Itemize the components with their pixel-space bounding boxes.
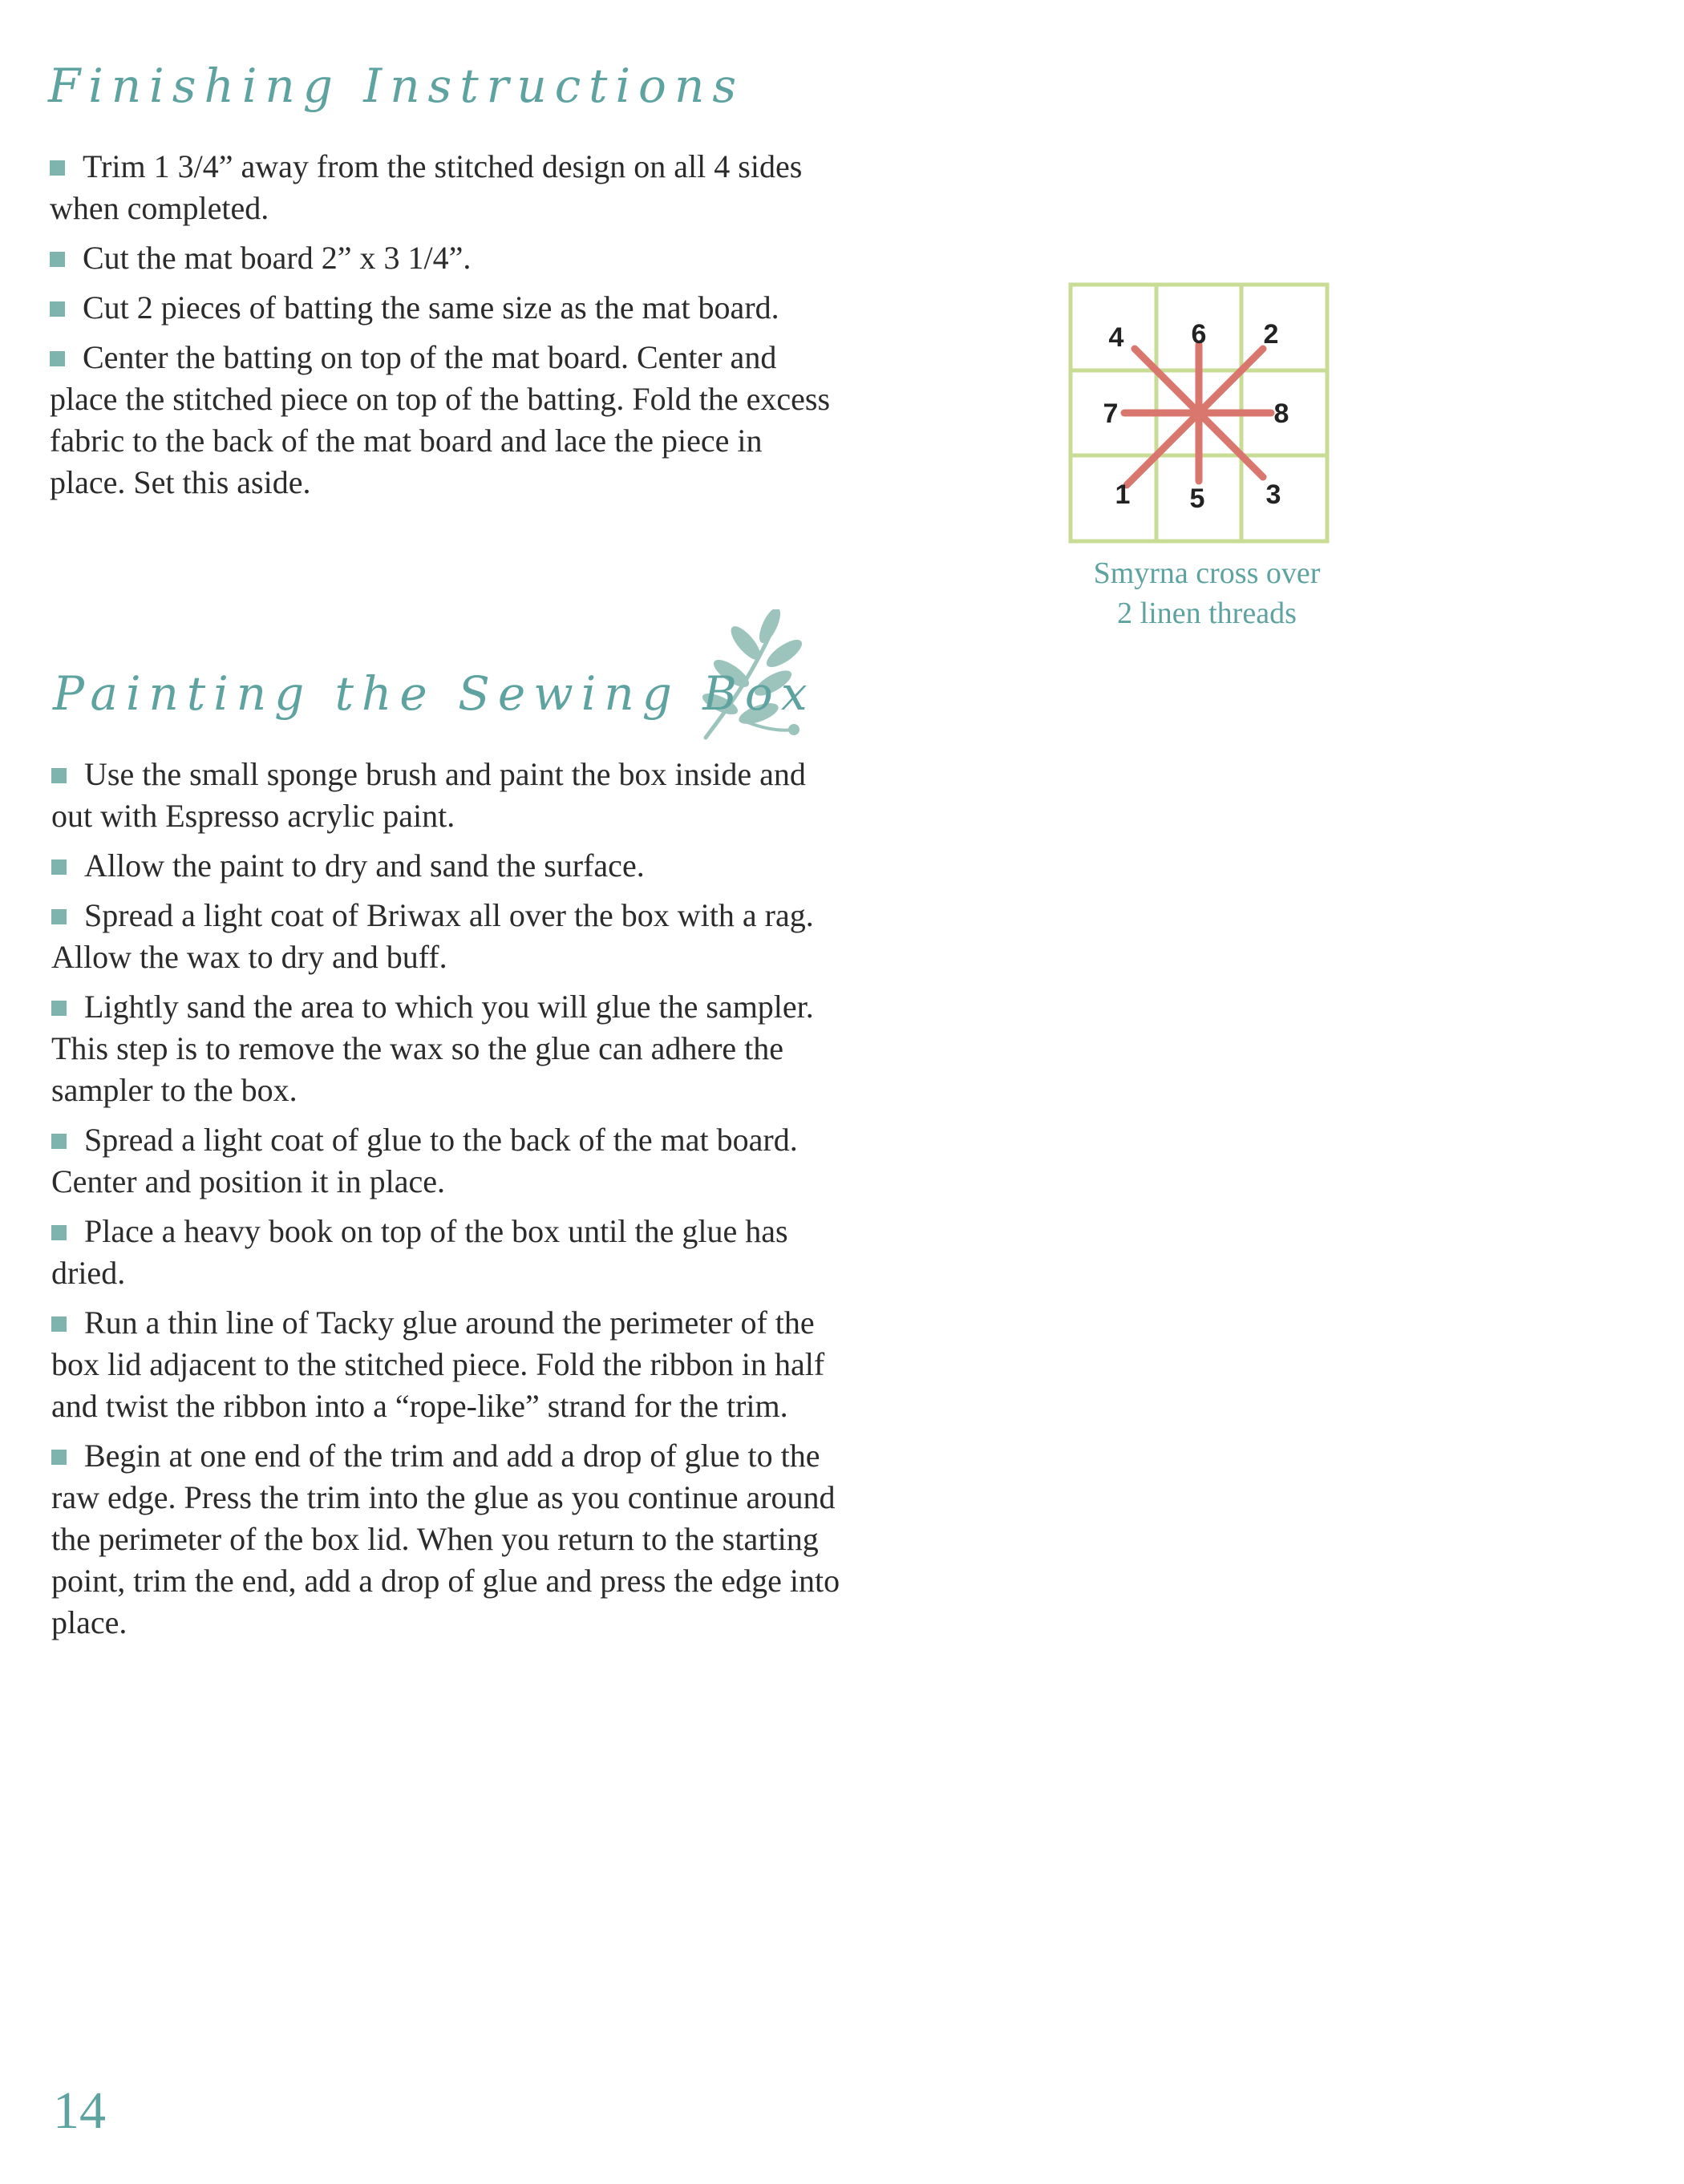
stitch-lines [1124, 345, 1271, 485]
diagram-caption-line: 2 linen threads [1117, 597, 1297, 630]
stitch-label-5: 5 [1189, 483, 1205, 514]
list-item-text: Begin at one end of the trim and add a drop of glue to the raw edge. Press the trim into the glue as you continue around the perimeter of the box lid. When you return to the starting point, trim the end, add a drop of glue and press the edge into place. [51, 1438, 840, 1640]
list-item-text: Place a heavy book on top of the box until the glue has dried. [51, 1213, 788, 1291]
list-item [50, 287, 844, 329]
finishing-instructions-heading: Finishing Instructions [48, 59, 745, 113]
square-bullet-icon [50, 351, 65, 366]
list-item-text: Cut the mat board 2” x 3 1/4”. [83, 240, 472, 276]
painting-instructions-list [51, 754, 845, 1652]
stitch-label-7: 7 [1103, 398, 1119, 429]
list-item-text: Spread a light coat of Briwax all over the box with a rag. Allow the wax to dry and buff. [51, 897, 814, 975]
list-item [51, 1435, 845, 1644]
square-bullet-icon [51, 909, 67, 924]
square-bullet-icon [51, 1450, 67, 1465]
diagram-caption-line: Smyrna cross over [1093, 556, 1321, 590]
square-bullet-icon [50, 160, 65, 176]
square-bullet-icon [50, 252, 65, 267]
list-item [51, 1211, 845, 1294]
list-item-text: Center the batting on top of the mat board. Center and place the stitched piece on top of the batting. Fold the excess fabric to the back of the mat board and lace the piece in place. Set this aside. [50, 339, 831, 500]
list-item-text: Cut 2 pieces of batting the same size as the mat board. [83, 289, 779, 326]
list-item [51, 986, 845, 1111]
list-item [51, 1302, 845, 1427]
list-item-text: Allow the paint to dry and sand the surface. [84, 847, 645, 884]
list-item [51, 845, 845, 887]
square-bullet-icon [51, 1134, 67, 1149]
list-item-text: Run a thin line of Tacky glue around the perimeter of the box lid adjacent to the stitched piece. Fold the ribbon in half and twist the ribbon into a “rope-like” strand for the trim. [51, 1304, 825, 1424]
stitch-label-3: 3 [1265, 479, 1281, 510]
square-bullet-icon [51, 859, 67, 875]
list-item [51, 754, 845, 837]
page-number: 14 [53, 2081, 106, 2140]
stitch-label-4: 4 [1108, 322, 1124, 353]
painting-sewing-box-heading: Painting the Sewing Box [53, 666, 816, 721]
list-item-text: Use the small sponge brush and paint the box inside and out with Espresso acrylic paint. [51, 756, 806, 834]
list-item [50, 337, 844, 504]
stitch-label-8: 8 [1273, 398, 1289, 429]
square-bullet-icon [51, 1225, 67, 1240]
square-bullet-icon [51, 768, 67, 783]
square-bullet-icon [51, 1316, 67, 1332]
stitch-label-6: 6 [1191, 319, 1207, 350]
list-item [51, 895, 845, 978]
diagram-caption [1038, 553, 1375, 633]
list-item-text: Spread a light coat of glue to the back of the mat board. Center and position it in place. [51, 1122, 798, 1199]
list-item [50, 146, 844, 229]
list-item [50, 237, 844, 279]
stitch-label-1: 1 [1115, 479, 1131, 510]
list-item [51, 1119, 845, 1203]
stitch-label-2: 2 [1263, 319, 1279, 350]
list-item-text: Trim 1 3/4” away from the stitched design on all 4 sides when completed. [50, 148, 803, 226]
finishing-instructions-list [50, 146, 844, 512]
square-bullet-icon [50, 301, 65, 317]
square-bullet-icon [51, 1001, 67, 1016]
smyrna-cross-diagram [1067, 281, 1331, 545]
list-item-text: Lightly sand the area to which you will glue the sampler. This step is to remove the wax so the glue can adhere the sampler to the box. [51, 989, 814, 1108]
